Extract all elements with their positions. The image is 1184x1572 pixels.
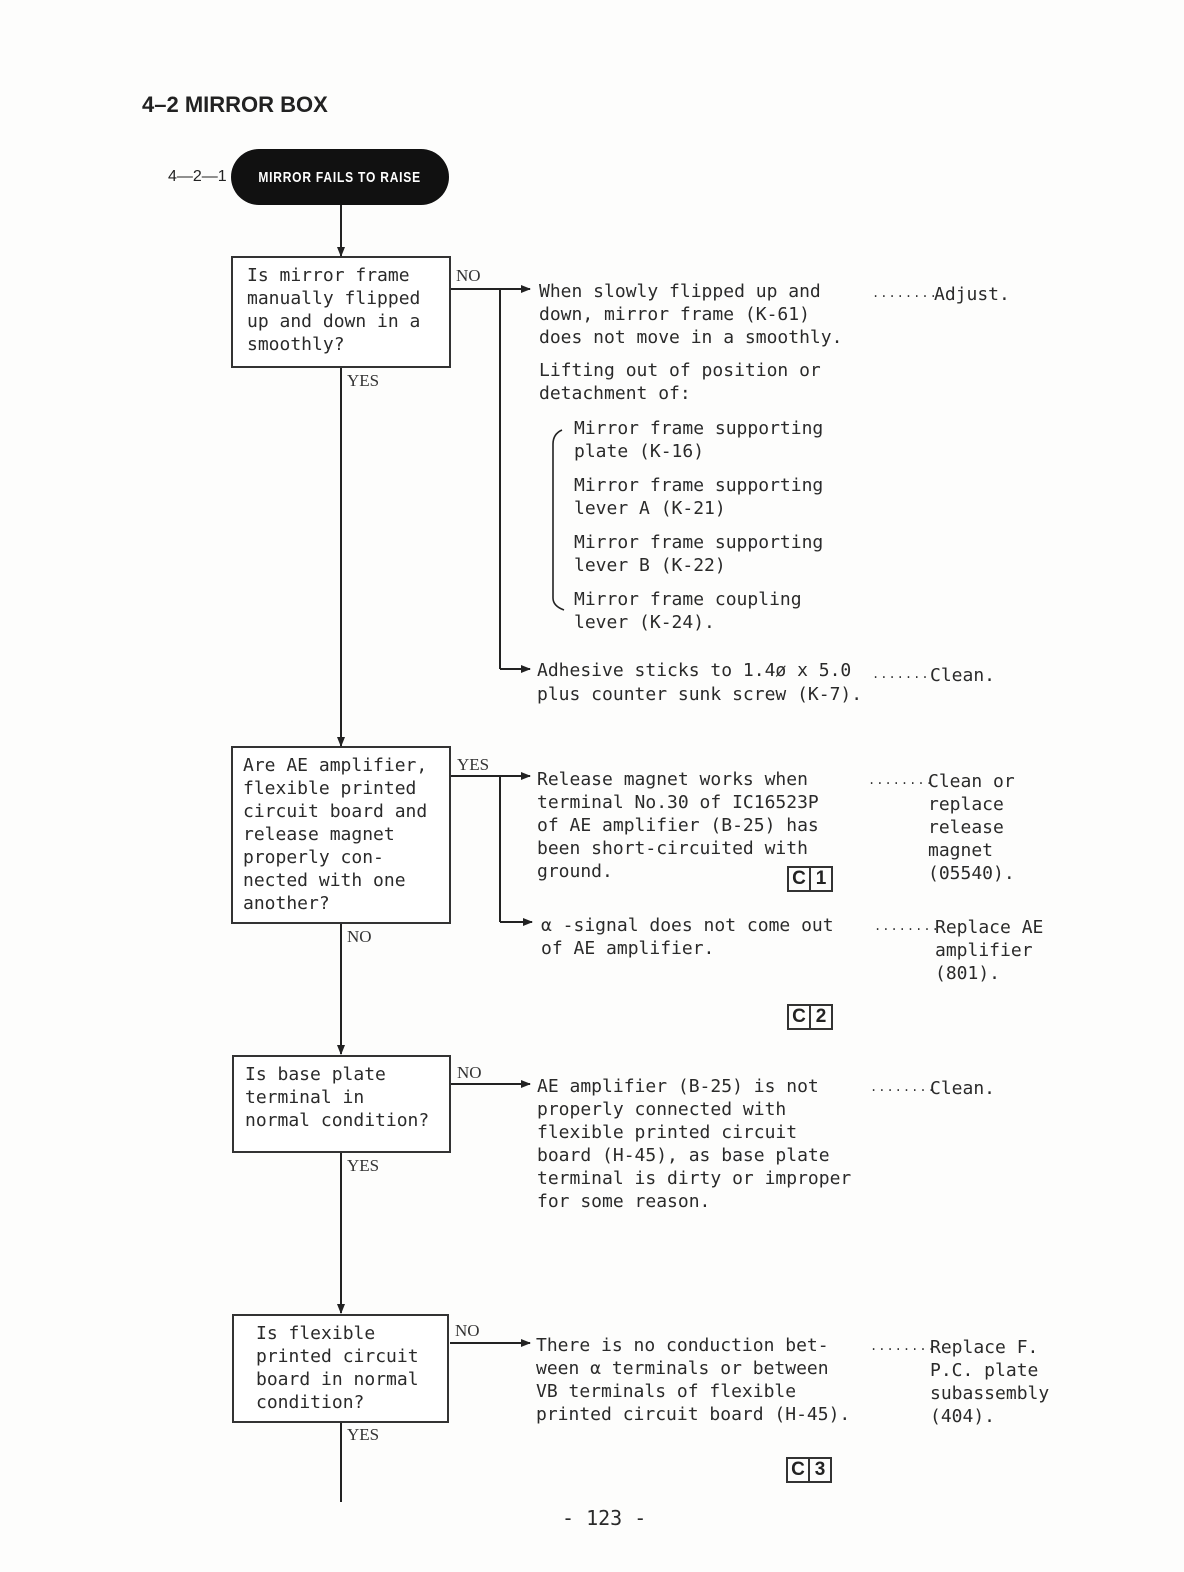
q1-part-2: Mirror frame supporting lever A (K-21) xyxy=(574,475,824,519)
q3-action: Clean. xyxy=(930,1078,996,1099)
ref-letter: C xyxy=(792,868,806,889)
leader-dots: ....... xyxy=(872,667,930,681)
question-box-4 xyxy=(232,1314,449,1423)
reference-tag-c1 xyxy=(787,866,833,892)
leader-dots: ........ xyxy=(868,773,934,787)
ref-letter: C xyxy=(791,1459,805,1480)
leader-dots: ........ xyxy=(870,1339,936,1353)
q2-action-a: Clean or replace release magnet (05540). xyxy=(928,771,1015,884)
q1-cause-b-intro: Lifting out of position or detachment of: xyxy=(539,360,821,404)
ref-number: 2 xyxy=(809,1006,831,1028)
q1-part-3: Mirror frame supporting lever B (K-22) xyxy=(574,532,824,576)
question-box-2 xyxy=(231,746,451,924)
question-box-3 xyxy=(232,1055,451,1153)
q1-cause-c-line2: plus counter sunk screw (K-7). xyxy=(537,684,863,705)
q1-cause-c: Adhesive sticks to 1.4ø x 5.0 xyxy=(537,660,852,681)
page-number: - 123 - xyxy=(562,1506,647,1530)
leader-dots: ........ xyxy=(872,286,938,300)
question-4-text: Is flexible printed circuit board in normal condition? xyxy=(256,1323,419,1413)
q1-yes-label: YES xyxy=(347,371,380,390)
q4-yes-label: YES xyxy=(347,1425,380,1444)
q1-no-label: NO xyxy=(456,266,481,285)
question-3-text: Is base plate terminal in normal condition? xyxy=(245,1064,430,1131)
question-2-text: Are AE amplifier, flexible printed circuit board and release magnet properly con- nected with one another? xyxy=(243,755,428,914)
q2-cause-a: Release magnet works when terminal No.30 of IC16523P of AE amplifier (B-25) has been short-circuited with ground. xyxy=(537,769,819,882)
q4-no-label: NO xyxy=(455,1321,480,1340)
leader-dots: ........ xyxy=(874,919,940,933)
start-label: MIRROR FAILS TO RAISE xyxy=(258,168,422,186)
question-box-1 xyxy=(231,256,451,368)
question-1-text: Is mirror frame manually flipped up and down in a smoothly? xyxy=(247,265,421,355)
start-terminal xyxy=(231,149,449,205)
ref-number: 1 xyxy=(809,868,831,890)
q1-action-c: Clean. xyxy=(930,665,996,686)
q4-cause: There is no conduction bet- ween α terminals or between VB terminals of flexible printed circuit board (H-45). xyxy=(536,1335,851,1425)
q1-action-a: Adjust. xyxy=(934,284,1010,305)
q3-yes-label: YES xyxy=(347,1156,380,1175)
q3-cause: AE amplifier (B-25) is not properly connected with flexible printed circuit board (H-45), as base plate terminal is dirty or improper for some reason. xyxy=(537,1076,852,1212)
q4-action: Replace F. P.C. plate subassembly (404). xyxy=(930,1337,1050,1427)
q1-part-4: Mirror frame coupling lever (K-24). xyxy=(574,589,802,633)
q1-cause-a: When slowly flipped up and down, mirror frame (K-61) does not move in a smoothly. xyxy=(539,281,843,348)
q1-part-1: Mirror frame supporting plate (K-16) xyxy=(574,418,824,462)
reference-tag-c3 xyxy=(786,1457,832,1483)
procedure-number: 4—2—1 xyxy=(168,168,227,185)
reference-tag-c2 xyxy=(787,1004,833,1030)
q2-yes-label: YES xyxy=(457,755,490,774)
q3-no-label: NO xyxy=(457,1063,482,1082)
ref-letter: C xyxy=(792,1006,806,1027)
q2-cause-b: α -signal does not come out of AE amplifier. xyxy=(541,915,834,959)
ref-number: 3 xyxy=(808,1459,830,1481)
section-title: 4–2 MIRROR BOX xyxy=(142,92,328,117)
q2-no-label: NO xyxy=(347,927,372,946)
leader-dots: ........ xyxy=(870,1080,936,1094)
q2-action-b: Replace AE amplifier (801). xyxy=(935,917,1044,984)
